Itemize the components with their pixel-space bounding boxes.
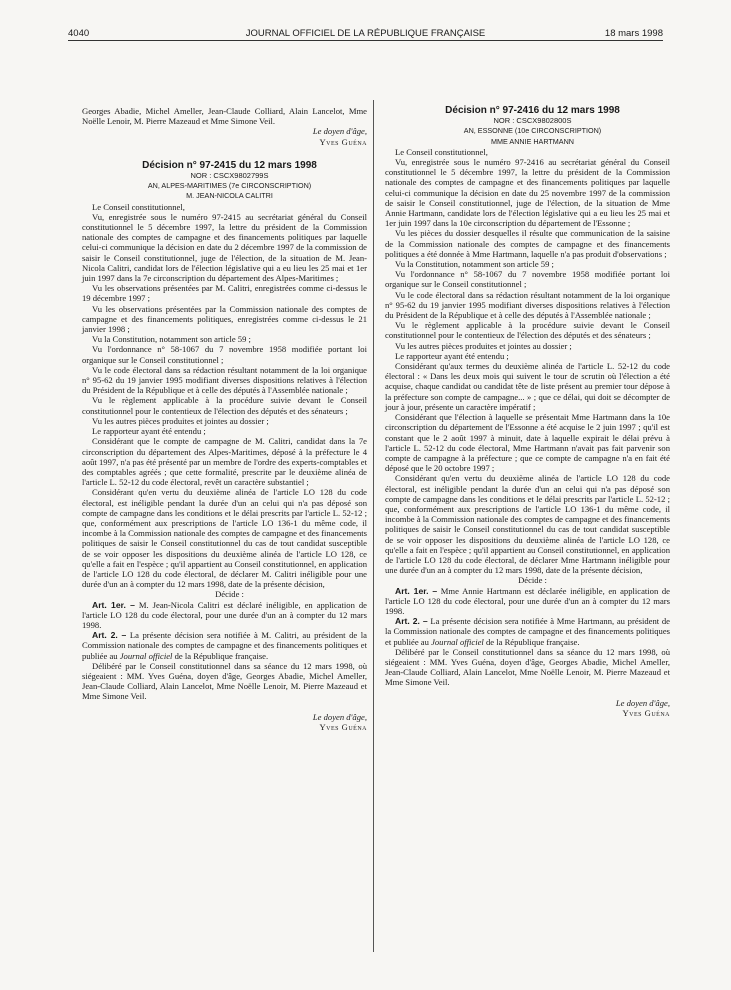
paragraph: Vu, enregistrée sous le numéro 97-2415 au secrétariat général du Conseil constitutionnel le 5 décembre 1997, la lettre du président de la Commission nationale des comptes de campagne et des financements politiques par laquelle celui-ci communique la décision en date du 2 décembre 1997 de la commission de saisir le Conseil constitutionnel, juge de l'élection, de la situation de M. Jean-Nicola Calitri, candidat lors de l'élection législative qui a eu lieu les 25 mai et 1er juin 1997 dans la 7e circonscription du département des Alpes-Maritimes ; (82, 211, 367, 284)
article-label: Art. 1er. – (395, 585, 438, 596)
candidate-name: MME ANNIE HARTMANN (491, 136, 574, 146)
constituency-line: AN, ALPES-MARITIMES (7e CIRCONSCRIPTION) (147, 181, 312, 191)
deliberation-paragraph: Délibéré par le Conseil constitutionnel dans sa séance du 12 mars 1998, où siégeaient : MM. Yves Guéna, doyen d'âge, Georges Abadie, Michel Ameller, Jean-Claude Colliard, Alain Lancelot, Mme Noëlle Lenoir, M. Pierre Mazeaud et Mme Simone Veil. (82, 660, 367, 702)
constituency-line: AN, ESSONNE (10e CIRCONSCRIPTION) (463, 126, 602, 136)
paragraph: Le rapporteur ayant été entendu ; (92, 426, 206, 437)
page-number: 4040 (68, 28, 90, 39)
paragraph: Le Conseil constitutionnel, (92, 201, 185, 212)
article-text: La présente décision sera notifiée à Mme Hartmann, au président de la Commission nationale des comptes de campagne et des financements politiques et publiée au (385, 616, 670, 647)
article-label: Art. 2. – (92, 630, 127, 641)
deliberation-paragraph: Délibéré par le Conseil constitutionnel dans sa séance du 12 mars 1998, où siégeaient : MM. Yves Guéna, doyen d'âge, Georges Abadie, Michel Ameller, Jean-Claude Colliard, Alain Lancelot, Mme Noëlle Lenoir, M. Pierre Mazeaud et Mme Simone Veil. (385, 646, 670, 688)
paragraph: Considérant qu'en vertu du deuxième alinéa de l'article LO 128 du code électoral, est inéligible pendant la durée d'un an celui qui n'a pas déposé son compte de campagne dans les conditions et le délai prescrits par l'article L. 52-12 ; que, conformément aux prescriptions de l'article LO 136-1 du même code, il incombe à la Commission nationale des comptes de campagne et des financements politiques de saisir le Conseil constitutionnel du cas de tout candidat susceptible de se voir opposer les dispositions du deuxième alinéa de l'article LO 128, ce qu'elle a fait en l'espèce ; qu'il appartient au Conseil constitutionnel, en application de l'article LO 128 du code électoral, de déclarer Mme Hartmann inéligible pour une durée d'un an à compter du 12 mars 1998, date de la présente décision, (385, 473, 670, 576)
paragraph: Considérant que l'élection à laquelle se présentait Mme Hartmann dans la 10e circonscription du département de l'Essonne a été acquise le 2 juin 1997 ; qu'il est constant que le 2 août 1997 à minuit, date à laquelle expirait le délai prévu à l'article L. 52-12 du code électoral, Mme Hartmann n'avait pas fait parvenir son compte de campagne à la préfecture ; que ce compte de campagne n'a en fait été déposé que le 20 octobre 1997 ; (385, 412, 670, 474)
paragraph: Considérant qu'aux termes du deuxième alinéa de l'article L. 52-12 du code électoral : « Dans les deux mois qui suivent le tour de scrutin où l'élection a été acquise, chaque candidat ou candidat tête de liste présent au premier tour dépose à la préfecture son compte de campagne... » ; que ce délai, qui doit se décompter de jour à jour, présente un caractère impératif ; (385, 361, 670, 412)
journal-name: Journal officiel (119, 650, 173, 661)
article-text: La présente décision sera notifiée à M. Calitri, au président de la Commission nationale des comptes de campagne et des financements politiques et publiée au (82, 630, 367, 661)
paragraph: Vu la Constitution, notamment son article 59 ; (395, 259, 554, 270)
paragraph: Vu le règlement applicable à la procédure suivie devant le Conseil constitutionnel pour le contentieux de l'élection des députés et des sénateurs ; (385, 320, 670, 341)
signature-name: Yves Guéna (319, 136, 367, 147)
signature-role: Le doyen d'âge, (312, 711, 367, 722)
signature-role: Le doyen d'âge, (312, 126, 367, 137)
article-label: Art. 2. – (395, 616, 428, 627)
paragraph: Vu le code électoral dans sa rédaction résultant notamment de la loi organique n° 95-62 du 19 janvier 1995 modifiant diverses dispositions relatives à l'élection du Président de la République et à celle des députés à l'Assemblée nationale ; (385, 289, 670, 321)
nor-reference: NOR : CSCX9802800S (493, 116, 572, 126)
article-2 (385, 616, 670, 647)
paragraph: Considérant qu'en vertu du deuxième alinéa de l'article LO 128 du code électoral, est inéligible pendant la durée d'un an celui qui n'a pas déposé son compte de campagne dans les conditions et le délai prescrits par l'article L. 52-12 ; que, conformément aux prescriptions de l'article LO 136-1 du même code, il incombe à la Commission nationale des comptes de campagne et des financements politiques de saisir le Conseil constitutionnel du cas de tout candidat susceptible de se voir opposer les dispositions du deuxième alinéa de l'article LO 128, ce qu'elle a fait en l'espèce ; qu'il appartient au Conseil constitutionnel, en application de l'article LO 128 du code électoral, de déclarer M. Calitri inéligible pour une durée d'un an à compter du 12 mars 1998, date de la présente décision, (82, 487, 367, 590)
paragraph: Vu les autres pièces produites et jointes au dossier ; (92, 415, 269, 426)
paragraph: Le Conseil constitutionnel, (395, 146, 488, 157)
article-1 (82, 600, 367, 631)
decision-title: Décision n° 97-2415 du 12 mars 1998 (142, 159, 317, 171)
right-column (385, 106, 670, 718)
paragraph: Vu l'ordonnance n° 58-1067 du 7 novembre 1958 modifiée portant loi organique sur le Conseil constitutionnel ; (82, 344, 367, 365)
article-text: Mme Annie Hartmann est déclarée inéligible, en application de l'article LO 128 du code électoral, pour une durée d'un an à compter du 12 mars 1998. (385, 585, 671, 616)
left-column (82, 106, 367, 732)
paragraph: Le rapporteur ayant été entendu ; (395, 350, 509, 361)
signature-name: Yves Guéna (319, 721, 367, 732)
decide-heading: Décide : (518, 575, 547, 586)
paragraph: Considérant que le compte de campagne de M. Calitri, candidat dans la 7e circonscription du département des Alpes-Maritimes, déposé à la préfecture le 4 août 1997, n'a pas été présenté par un membre de l'ordre des experts-comptables et des comptables agréés ; que cette formalité, prescrite par le deuxième alinéa de l'article L. 52-12 du code électoral, revêt un caractère substantiel ; (82, 436, 367, 488)
signature-name: Yves Guéna (622, 707, 670, 718)
paragraph: Vu les autres pièces produites et jointes au dossier ; (395, 340, 572, 351)
paragraph: Vu l'ordonnance n° 58-1067 du 7 novembre 1958 modifiée portant loi organique sur le Conseil constitutionnel ; (385, 269, 670, 290)
paragraph: Vu le règlement applicable à la procédure suivie devant le Conseil constitutionnel pour le contentieux de l'élection des députés et des sénateurs ; (82, 395, 367, 416)
journal-title: JOURNAL OFFICIEL DE LA RÉPUBLIQUE FRANÇAISE (245, 28, 486, 39)
header-rule (68, 40, 663, 41)
candidate-name: M. JEAN-NICOLA CALITRI (186, 191, 273, 201)
paragraph: Vu les pièces du dossier desquelles il résulte que communication de la saisine de la Commission nationale des comptes de campagne et des financements politiques a été donnée à Mme Hartmann, laquelle n'a pas produit d'observations ; (385, 228, 670, 259)
column-divider (373, 100, 374, 952)
paragraph: Vu les observations présentées par M. Calitri, enregistrées comme ci-dessus le 19 décembre 1997 ; (82, 283, 367, 304)
issue-date: 18 mars 1998 (604, 28, 663, 39)
paragraph: Vu, enregistrée sous le numéro 97-2416 au secrétariat général du Conseil constitutionnel le 5 décembre 1997, la lettre du président de la Commission nationale des comptes de campagne et des financements politiques par laquelle celui-ci communique la décision en date du 25 novembre 1997 de la commission de saisir le Conseil constitutionnel, juge de l'élection, de la situation de Mme Annie Hartmann, candidate lors de l'élection législative qui a eu lieu les 25 mai et 1er juin 1997 dans la 10e circonscription du département de l'Essonne ; (385, 157, 670, 229)
journal-name: Journal officiel (431, 636, 484, 647)
paragraph: Vu le code électoral dans sa rédaction résultant notamment de la loi organique n° 95-62 du 19 janvier 1995 modifiant diverses dispositions relatives à l'élection du Président de la République et à celle des députés à l'Assemblée nationale ; (82, 364, 367, 396)
intro-paragraph: Georges Abadie, Michel Ameller, Jean-Claude Colliard, Alain Lancelot, Mme Noëlle Lenoir, M. Pierre Mazeaud et Mme Simone Veil. (82, 106, 367, 127)
article-text: de la République française. (172, 650, 269, 661)
signature-role: Le doyen d'âge, (615, 697, 670, 708)
paragraph: Vu les observations présentées par la Commission nationale des comptes de campagne et des financements politiques, enregistrées comme ci-dessus le 21 janvier 1998 ; (82, 303, 367, 335)
article-text: de la République française. (483, 636, 580, 647)
decision-title: Décision n° 97-2416 du 12 mars 1998 (445, 105, 620, 116)
article-1 (385, 586, 670, 617)
page-header (0, 0, 731, 44)
article-2 (82, 630, 367, 661)
article-text: M. Jean-Nicola Calitri est déclaré inéligible, en application de l'article LO 128 du code électoral, pour une durée d'un an à compter du 12 mars 1998. (82, 599, 368, 630)
nor-reference: NOR : CSCX9802799S (190, 171, 269, 181)
paragraph: Vu la Constitution, notamment son article 59 ; (92, 334, 251, 345)
decide-heading: Décide : (215, 589, 244, 600)
article-label: Art. 1er. – (92, 599, 135, 610)
